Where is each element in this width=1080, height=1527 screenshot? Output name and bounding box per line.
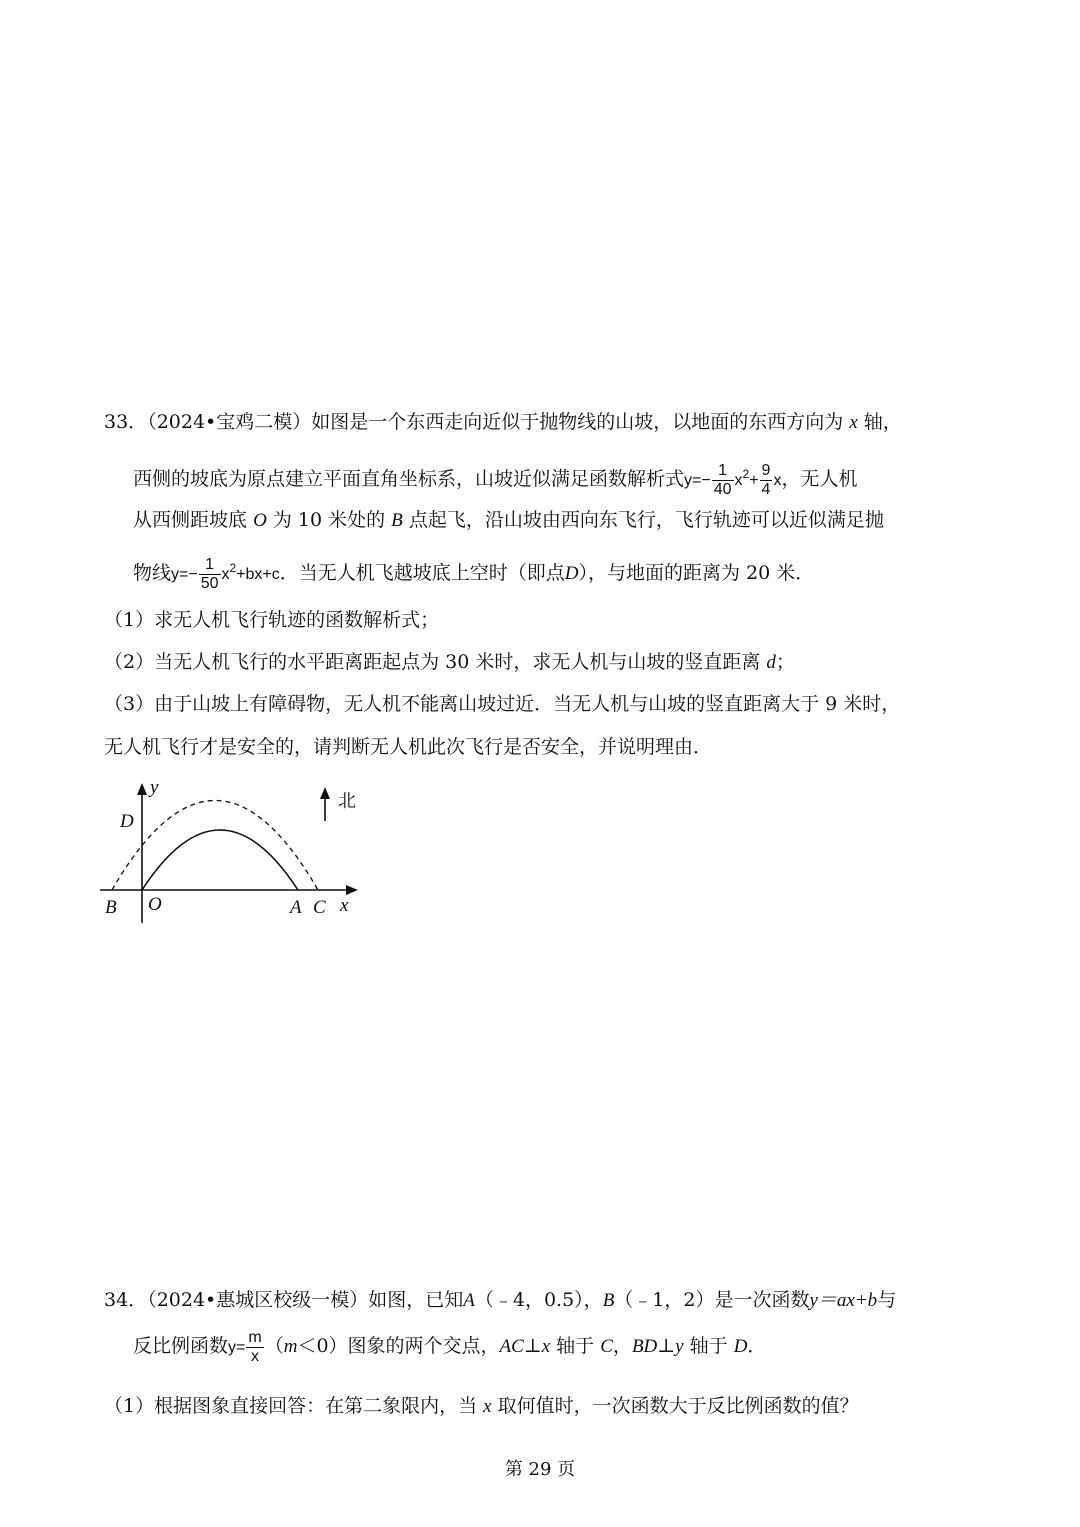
hill-curve [142, 830, 298, 890]
fraction-numerator: 9 [761, 461, 771, 479]
q34-text: 轴于 [689, 1335, 728, 1357]
q33-part-3-text: （3）由于山坡上有障碍物，无人机不能离山坡过近．当无人机与山坡的竖直距离大于 9 米时， [104, 693, 901, 715]
var-x: x [483, 1396, 492, 1417]
fraction-numerator: 1 [199, 556, 221, 575]
segment-BD: BD [631, 1336, 658, 1357]
y-axis-arrow [137, 783, 147, 795]
q34-text: ． [747, 1335, 767, 1357]
fraction-m-x [246, 1329, 263, 1366]
q34-source: （2024•惠城区校级一模） [147, 1289, 369, 1311]
q34-text: 与 [877, 1289, 897, 1311]
formula-x: x [221, 566, 230, 583]
var-y: y [675, 1336, 684, 1357]
formula-x: x [734, 472, 743, 489]
fraction-denominator: 40 [713, 480, 732, 498]
x-axis-arrow [346, 885, 358, 895]
formula-rest: +bx+c [236, 566, 280, 583]
q33-text: 从西侧距坡底 [133, 509, 248, 531]
q34-text: 轴于 [556, 1335, 595, 1357]
q33-text: ，无人机 [781, 468, 858, 490]
point-B: B [391, 510, 403, 531]
fraction-numerator: m [248, 1328, 262, 1346]
label-north: 北 [338, 791, 356, 812]
var-d: d [766, 652, 776, 673]
perp-symbol: ⊥ [657, 1335, 676, 1357]
q33-text: 如图是一个东西走向近似于抛物线的山坡，以地面的东西方向为 [311, 411, 844, 433]
q34-text: 反比例函数 [133, 1335, 229, 1357]
label-x: x [340, 895, 349, 916]
q34-line-1 [104, 1286, 896, 1315]
q34-text: （﹣1，2）是一次函数 [614, 1289, 810, 1311]
point-D: D [733, 1336, 748, 1357]
formula-prefix: y= [228, 1339, 246, 1356]
q33-text: 点起飞，沿山坡由西向东飞行，飞行轨迹可以近似满足抛 [408, 509, 884, 531]
q34-text: （﹣4，0.5）， [474, 1289, 603, 1311]
q33-part-2-text: ； [775, 651, 795, 673]
formula-prefix: y=− [171, 566, 198, 583]
q33-part-1-text: （1）求无人机飞行轨迹的函数解析式； [104, 609, 440, 631]
label-O: O [148, 894, 162, 915]
var-x: x [541, 1336, 551, 1357]
q33-text: ），与地面的距离为 20 米． [578, 562, 815, 584]
point-B: B [602, 1290, 615, 1311]
perp-symbol: ⊥ [523, 1335, 542, 1357]
q33-text: 物线 [133, 562, 172, 584]
q33-text: 轴， [863, 411, 902, 433]
q33-source: （2024•宝鸡二模） [147, 411, 312, 433]
fraction-9-4 [760, 462, 773, 499]
q33-text: ．当无人机飞越坡底上空时（即点 [279, 562, 565, 584]
point-D: D [564, 563, 579, 584]
q33-line-1 [104, 408, 902, 437]
label-C: C [313, 897, 326, 918]
linear-function: y＝ax+b [809, 1290, 878, 1311]
q33-part-2-text: （2）当无人机飞行的水平距离距起点为 30 米时，求无人机与山坡的竖直距离 [104, 651, 761, 673]
fraction-denominator: x [251, 1347, 260, 1365]
fraction-1-50 [199, 556, 221, 593]
q33-number: 33． [104, 411, 148, 433]
q34-text: ＜0）图象的两个交点， [297, 1335, 500, 1357]
q34-part-1 [104, 1392, 859, 1421]
formula-exponent: 2 [229, 561, 237, 575]
point-C: C [600, 1336, 613, 1357]
q33-part-1 [104, 606, 439, 634]
north-arrow-head [320, 787, 330, 799]
parabola-figure [100, 775, 370, 935]
q33-line-3 [133, 506, 884, 535]
q33-text: 西侧的坡底为原点建立平面直角坐标系，山坡近似满足函数解析式 [133, 468, 685, 490]
q34-part-1-text: （1）根据图象直接回答：在第二象限内，当 [104, 1395, 478, 1417]
q33-part-3-line-1 [104, 690, 900, 718]
formula-exponent: 2 [742, 467, 750, 481]
q34-text: ， [612, 1335, 632, 1357]
q34-text: 如图，已知 [368, 1289, 464, 1311]
label-B: B [105, 897, 117, 918]
q34-text: （ [264, 1335, 284, 1357]
q34-part-1-text: 取何值时，一次函数大于反比例函数的值？ [497, 1395, 859, 1417]
label-A: A [290, 897, 302, 918]
page-footer: 第 29 页 [504, 1459, 576, 1480]
label-y: y [150, 777, 159, 798]
label-D: D [120, 811, 134, 832]
formula-plus: + [749, 472, 759, 489]
fraction-denominator: 4 [761, 480, 771, 498]
point-A: A [463, 1290, 475, 1311]
q33-line-4 [133, 546, 814, 597]
formula-prefix: y=− [684, 472, 711, 489]
q33-text: 为 10 米处的 [272, 509, 386, 531]
q33-part-3-text: 无人机飞行才是安全的，请判断无人机此次飞行是否安全，并说明理由． [104, 736, 713, 758]
drone-path-curve [112, 801, 318, 891]
fraction-denominator: 50 [200, 574, 219, 592]
segment-AC: AC [499, 1336, 524, 1357]
fraction-1-40 [712, 462, 734, 499]
fraction-numerator: 1 [712, 462, 734, 481]
q34-number: 34． [104, 1289, 148, 1311]
var-m: m [283, 1336, 298, 1357]
q33-part-3-line-2 [104, 733, 712, 761]
var-x: x [849, 412, 858, 433]
q34-line-2 [133, 1324, 766, 1370]
q33-line-2 [133, 452, 857, 503]
point-O: O [253, 510, 267, 531]
formula-x: x [773, 472, 782, 489]
q33-part-2 [104, 648, 795, 677]
